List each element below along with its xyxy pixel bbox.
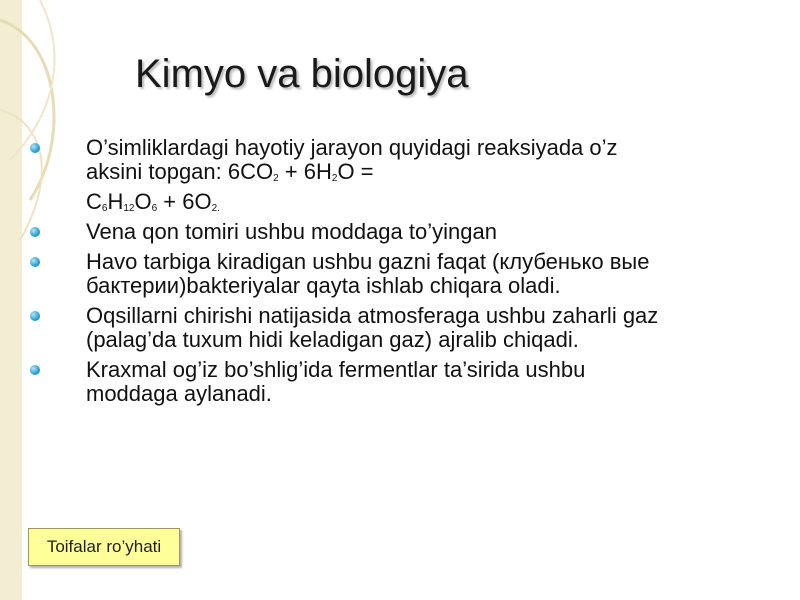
bullet-icon	[30, 227, 40, 237]
formula-part: + 6O	[157, 189, 212, 214]
bullet-icon	[30, 311, 40, 321]
bullet-item	[30, 358, 670, 406]
bullet-item	[30, 250, 670, 298]
subscript: 12	[123, 203, 135, 214]
bullet-text: O’simliklardagi hayotiy jarayon quyidagi reaksiyada o’z aksini topgan: 6CO	[86, 135, 618, 184]
bullet-item	[30, 220, 670, 244]
bullet-text: Vena qon tomiri ushbu moddaga to’yingan	[86, 219, 497, 244]
subscript: 2	[331, 173, 338, 184]
bullet-icon	[30, 143, 40, 153]
bullet-text: Kraxmal og’iz bo’shlig’ida fermentlar ta’sirida ushbu moddaga aylanadi.	[86, 357, 586, 406]
category-list-button[interactable]: Toifalar ro’yhati	[28, 528, 180, 566]
formula-part: O	[134, 189, 152, 214]
bullet-text: + 6H	[278, 159, 332, 184]
formula-part: C	[86, 189, 102, 214]
bullet-text: Oqsillarni chirishi natijasida atmosferaga ushbu zaharli gaz (palag’da tuxum hidi keladigan gaz) ajralib chiqadi.	[86, 303, 659, 352]
formula-line	[86, 190, 670, 214]
formula-part: H	[107, 189, 124, 214]
bullet-item	[30, 304, 670, 352]
bullet-text: O =	[337, 159, 374, 184]
subscript: 6	[151, 203, 158, 214]
bullet-icon	[30, 257, 40, 267]
subscript: 2	[273, 173, 279, 184]
slide-title: Kimyo va biologiya	[135, 52, 469, 96]
bullet-list	[30, 136, 670, 412]
subscript: 2.	[211, 203, 220, 214]
bullet-text: Havo tarbiga kiradigan ushbu gazni faqat (клубенько вые бактерии)bakteriyalar qayta ishlab chiqara oladi.	[86, 249, 650, 298]
subscript: 6	[101, 203, 108, 214]
bullet-item	[30, 136, 670, 214]
bullet-icon	[30, 365, 40, 375]
